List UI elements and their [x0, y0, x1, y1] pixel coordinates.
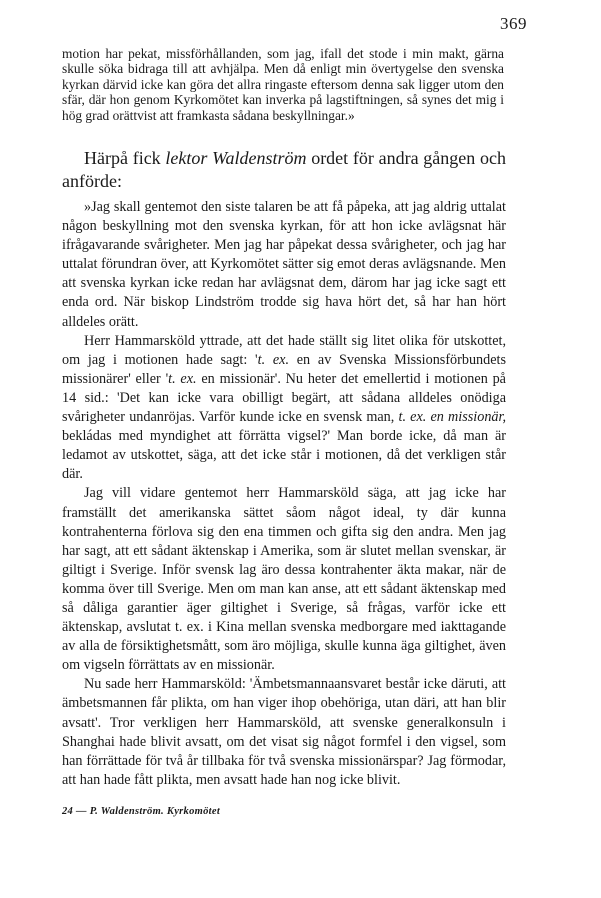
- paragraph-1: »Jag skall gentemot den siste talaren be att få påpeka, att jag aldrig uttalat någon beskyllning mot den svenska kyrkan, för att hon icke avlägsnat här ifrågavarande svårigheter. Men jag har påpekat dessa svårigheter, och jag har uttalat förundran över, att Kyrkomötet sätter sig emot deras avlägsnande. Men att svenska kyrkan icke redan har avlägsnat dem, därom har jag icke sagt ett enda ord. När biskop Lindström trodde sig hava hört det, så har han hört alldeles orätt.: [62, 199, 506, 330]
- paragraph-3: Jag vill vidare gentemot herr Hammarsköld säga, att jag icke har framställt det amerikanska sättet såom något ideal, ty där kunna kontrahenterna förlova sig den ena timmen och gifta sig den andra. Men jag har sagt, att ett sådant äktenskap i Amerika, som är slutet mellan svenskar, är giltigt i Sverige. Inför svensk lag äro dessa kontrahenter äkta makar, när de komma över till Sverige. Men om man kan anse, att ett sådant äktenskap med så dåliga garantier äger giltighet i Sverige, så frågas, varför icke ett äktenskap, avslutat t. ex. i Kina mellan svenska medborgare med iakttagande av alla de försiktighetsmått, som äro möjliga, skulle kunna äga giltighet, även om vigseln förrättats av en missionär.: [62, 485, 506, 674]
- paragraph-2: [62, 332, 506, 485]
- page-number: 369: [500, 14, 527, 33]
- p2-part-d: t. ex.: [168, 370, 197, 387]
- speech-body: [62, 198, 506, 790]
- speaker-name: lektor Waldenström: [165, 148, 307, 168]
- p2-part-g: bekládas med myndighet att förrätta vigsel?' Man borde icke, då man är ledamot av utskottet, säga, att det icke står i motionen, då det verkligen står där.: [62, 428, 506, 483]
- p2-part-c: en av Svenska Missionsförbundets missionärer' eller ': [62, 351, 507, 387]
- p2-part-b: t. ex.: [257, 351, 290, 368]
- p2-part-f: t. ex. en missionär,: [398, 409, 506, 426]
- intro-before: Härpå fick: [84, 148, 166, 168]
- quote-paragraph: motion har pekat, missförhållanden, som jag, ifall det stode i min makt, gärna skulle söka bidraga till att avhjälpa. Men då enligt min övertygelse den svenska kyrkan därvid icke kan göra det allra ringaste eftersom denna sak ligger utom den sfär, där hon genom Kyrkomötet kan inverka på lagstiftningen, så synes det mig i hög grad orättvist att framkasta sådana beskyllningar.»: [62, 46, 504, 123]
- paragraph-4: Nu sade herr Hammarsköld: 'Ämbetsmannaansvaret består icke däruti, att ämbetsmannen får plikta, om han viger ihop obehöriga, utan däri, att han blir avsatt'. Tror verkligen herr Hammarsköld, att svenske generalkonsuln i Shanghai hade blivit avsatt, om det visat sig något formfel i den vigsel, som han förrättade för två år tillbaka för två svenska missionärspar? Jag förmodar, att han hade fått plikta, men avsatt hade han nog icke blivit.: [62, 676, 506, 788]
- speaker-intro: [62, 147, 506, 193]
- quoted-speech-end: [62, 46, 504, 123]
- p2-part-a: Herr Hammarsköld yttrade, att det hade ställt sig litet olika för utskottet, om jag i motionen hade sagt: ': [62, 332, 506, 368]
- intro-after: ordet för andra gången och anförde:: [62, 148, 506, 191]
- signature-footer: 24 — P. Waldenström. Kyrkomötet: [62, 806, 221, 817]
- p2-part-e: en missionär'. Nu heter det emellertid i motionen på 14 sid.: 'Det kan icke vara obilligt begärt, att sådana alldeles onödiga svårigheter undanröjas. Varför kunde icke en svensk man,: [62, 370, 506, 426]
- intro-line: [62, 147, 506, 193]
